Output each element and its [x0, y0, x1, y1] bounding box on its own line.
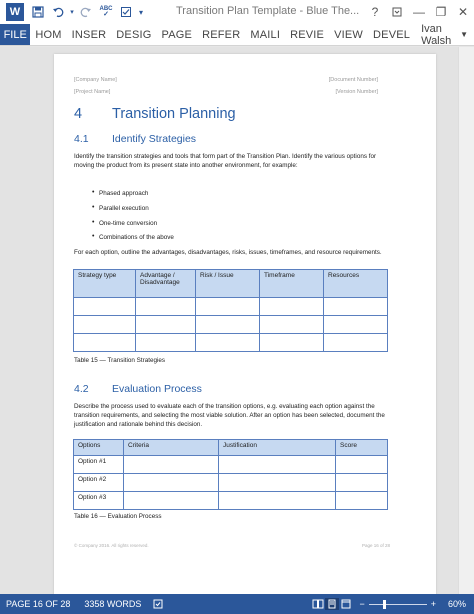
paragraph-evaluation: Describe the process used to evaluate each of the transition options, e.g. evaluating each option against the transition requirements, and selecting the most viable solution. After an option has been selected, document the justification and rationale behind this decision. — [74, 403, 385, 428]
window-title: Transition Plan Template - Blue The... — [176, 5, 360, 17]
option-cell: Option #3 — [74, 492, 124, 510]
heading-4-1-text: Identify Strategies — [112, 133, 197, 145]
zoom-out-button[interactable]: − — [359, 599, 365, 609]
save-icon[interactable] — [28, 2, 48, 22]
table-transition-strategies — [73, 269, 388, 352]
paragraph-identify: Identify the transition strategies and tools that form part of the Transition Plan. Identify the various options for moving the product from its present state into another environment, for example: — [74, 153, 377, 169]
print-layout-icon[interactable] — [325, 598, 339, 610]
help-icon[interactable]: ? — [371, 5, 379, 19]
heading-1-number: 4 — [74, 106, 83, 122]
tab-review[interactable]: REVIE — [290, 28, 325, 41]
proofing-icon[interactable] — [151, 598, 165, 610]
table-16-caption: Table 16 — Evaluation Process — [74, 513, 162, 520]
list-item: • Phased approach — [92, 190, 174, 205]
heading-4-1 — [74, 133, 196, 145]
option-cell: Option #1 — [74, 456, 124, 474]
user-account[interactable] — [415, 24, 474, 45]
tab-design[interactable]: DESIG — [116, 28, 152, 41]
spelling-icon[interactable]: ABC ✓ — [99, 6, 113, 18]
table-row — [74, 474, 388, 492]
table-header-cell: Justification — [219, 440, 336, 456]
table-evaluation-process — [73, 439, 388, 510]
header-document-number: [Document Number] — [328, 77, 378, 83]
undo-icon[interactable] — [48, 2, 68, 22]
vertical-scrollbar[interactable] — [458, 47, 474, 594]
table-header-cell: Advantage / Disadvantage — [136, 270, 196, 298]
table-row — [74, 334, 388, 352]
tab-mailings[interactable]: MAILI — [250, 28, 281, 41]
table-row — [74, 298, 388, 316]
table-header-cell: Options — [74, 440, 124, 456]
document-workspace — [0, 47, 474, 594]
heading-4-2 — [74, 383, 202, 395]
tab-developer[interactable]: DEVEL — [373, 28, 411, 41]
table-header-cell: Resources — [324, 270, 388, 298]
list-item: • Combinations of the above — [92, 234, 174, 249]
web-layout-icon[interactable] — [339, 598, 353, 610]
tab-page-layout[interactable]: PAGE — [161, 28, 193, 41]
table-row — [74, 316, 388, 334]
table-header-cell: Score — [336, 440, 388, 456]
table-header-cell: Strategy type — [74, 270, 136, 298]
table-header-cell: Criteria — [124, 440, 219, 456]
status-bar — [0, 594, 474, 614]
tab-references[interactable]: REFER — [202, 28, 241, 41]
restore-icon[interactable]: ❐ — [435, 5, 447, 19]
footer-copyright: © Company 2016. All rights reserved. — [74, 543, 149, 548]
table-header-cell: Risk / Issue — [196, 270, 260, 298]
word-app-icon[interactable]: W — [6, 3, 24, 21]
heading-4-2-text: Evaluation Process — [112, 383, 202, 395]
zoom-in-button[interactable]: + — [430, 599, 436, 609]
page-count[interactable]: PAGE 16 OF 28 — [6, 599, 71, 609]
option-cell: Option #2 — [74, 474, 124, 492]
list-item: • One-time conversion — [92, 220, 174, 235]
redo-icon[interactable] — [76, 2, 96, 22]
window-controls — [364, 0, 474, 24]
zoom-control — [359, 599, 436, 609]
heading-4-1-number: 4.1 — [74, 133, 89, 145]
read-mode-icon[interactable] — [311, 598, 325, 610]
ribbon-tabs — [0, 24, 474, 46]
word-count[interactable]: 3358 WORDS — [84, 599, 142, 609]
bullet-list — [92, 190, 174, 249]
close-icon[interactable]: ✕ — [457, 5, 469, 19]
tab-insert[interactable]: INSER — [71, 28, 107, 41]
table-row — [74, 456, 388, 474]
header-company: [Company Name] — [74, 77, 117, 83]
paragraph-options: For each option, outline the advantages, disadvantages, risks, issues, timeframes, and resource requirements. — [74, 249, 382, 256]
chevron-down-icon: ▼ — [460, 30, 468, 39]
footer-page-number: Page 16 of 28 — [361, 543, 390, 548]
customize-toolbar-icon[interactable]: ▾ — [138, 7, 143, 17]
table-15-caption: Table 15 — Transition Strategies — [74, 357, 166, 364]
list-item: • Parallel execution — [92, 205, 174, 220]
undo-dropdown-icon[interactable]: ▾ — [70, 9, 74, 16]
header-project: [Project Name] — [74, 89, 111, 95]
table-row — [74, 492, 388, 510]
document-page[interactable] — [54, 54, 436, 596]
tab-view[interactable]: VIEW — [334, 28, 364, 41]
header-version-number: [Version Number] — [335, 89, 378, 95]
zoom-slider-thumb[interactable] — [383, 600, 386, 609]
heading-4-2-number: 4.2 — [74, 383, 89, 395]
zoom-slider[interactable] — [369, 604, 427, 605]
minimize-icon[interactable]: — — [413, 5, 425, 19]
heading-1-text: Transition Planning — [112, 106, 236, 122]
tab-home[interactable]: HOM — [35, 28, 62, 41]
quick-access-toolbar — [28, 0, 146, 24]
heading-1 — [74, 106, 236, 122]
tab-file[interactable]: FILE — [0, 24, 30, 45]
zoom-level[interactable]: 60% — [447, 599, 466, 609]
ribbon-display-icon[interactable] — [386, 0, 408, 24]
table-header-cell: Timeframe — [260, 270, 324, 298]
check-icon[interactable] — [116, 2, 136, 22]
title-bar — [0, 0, 474, 24]
user-name: Ivan Walsh — [421, 22, 452, 47]
